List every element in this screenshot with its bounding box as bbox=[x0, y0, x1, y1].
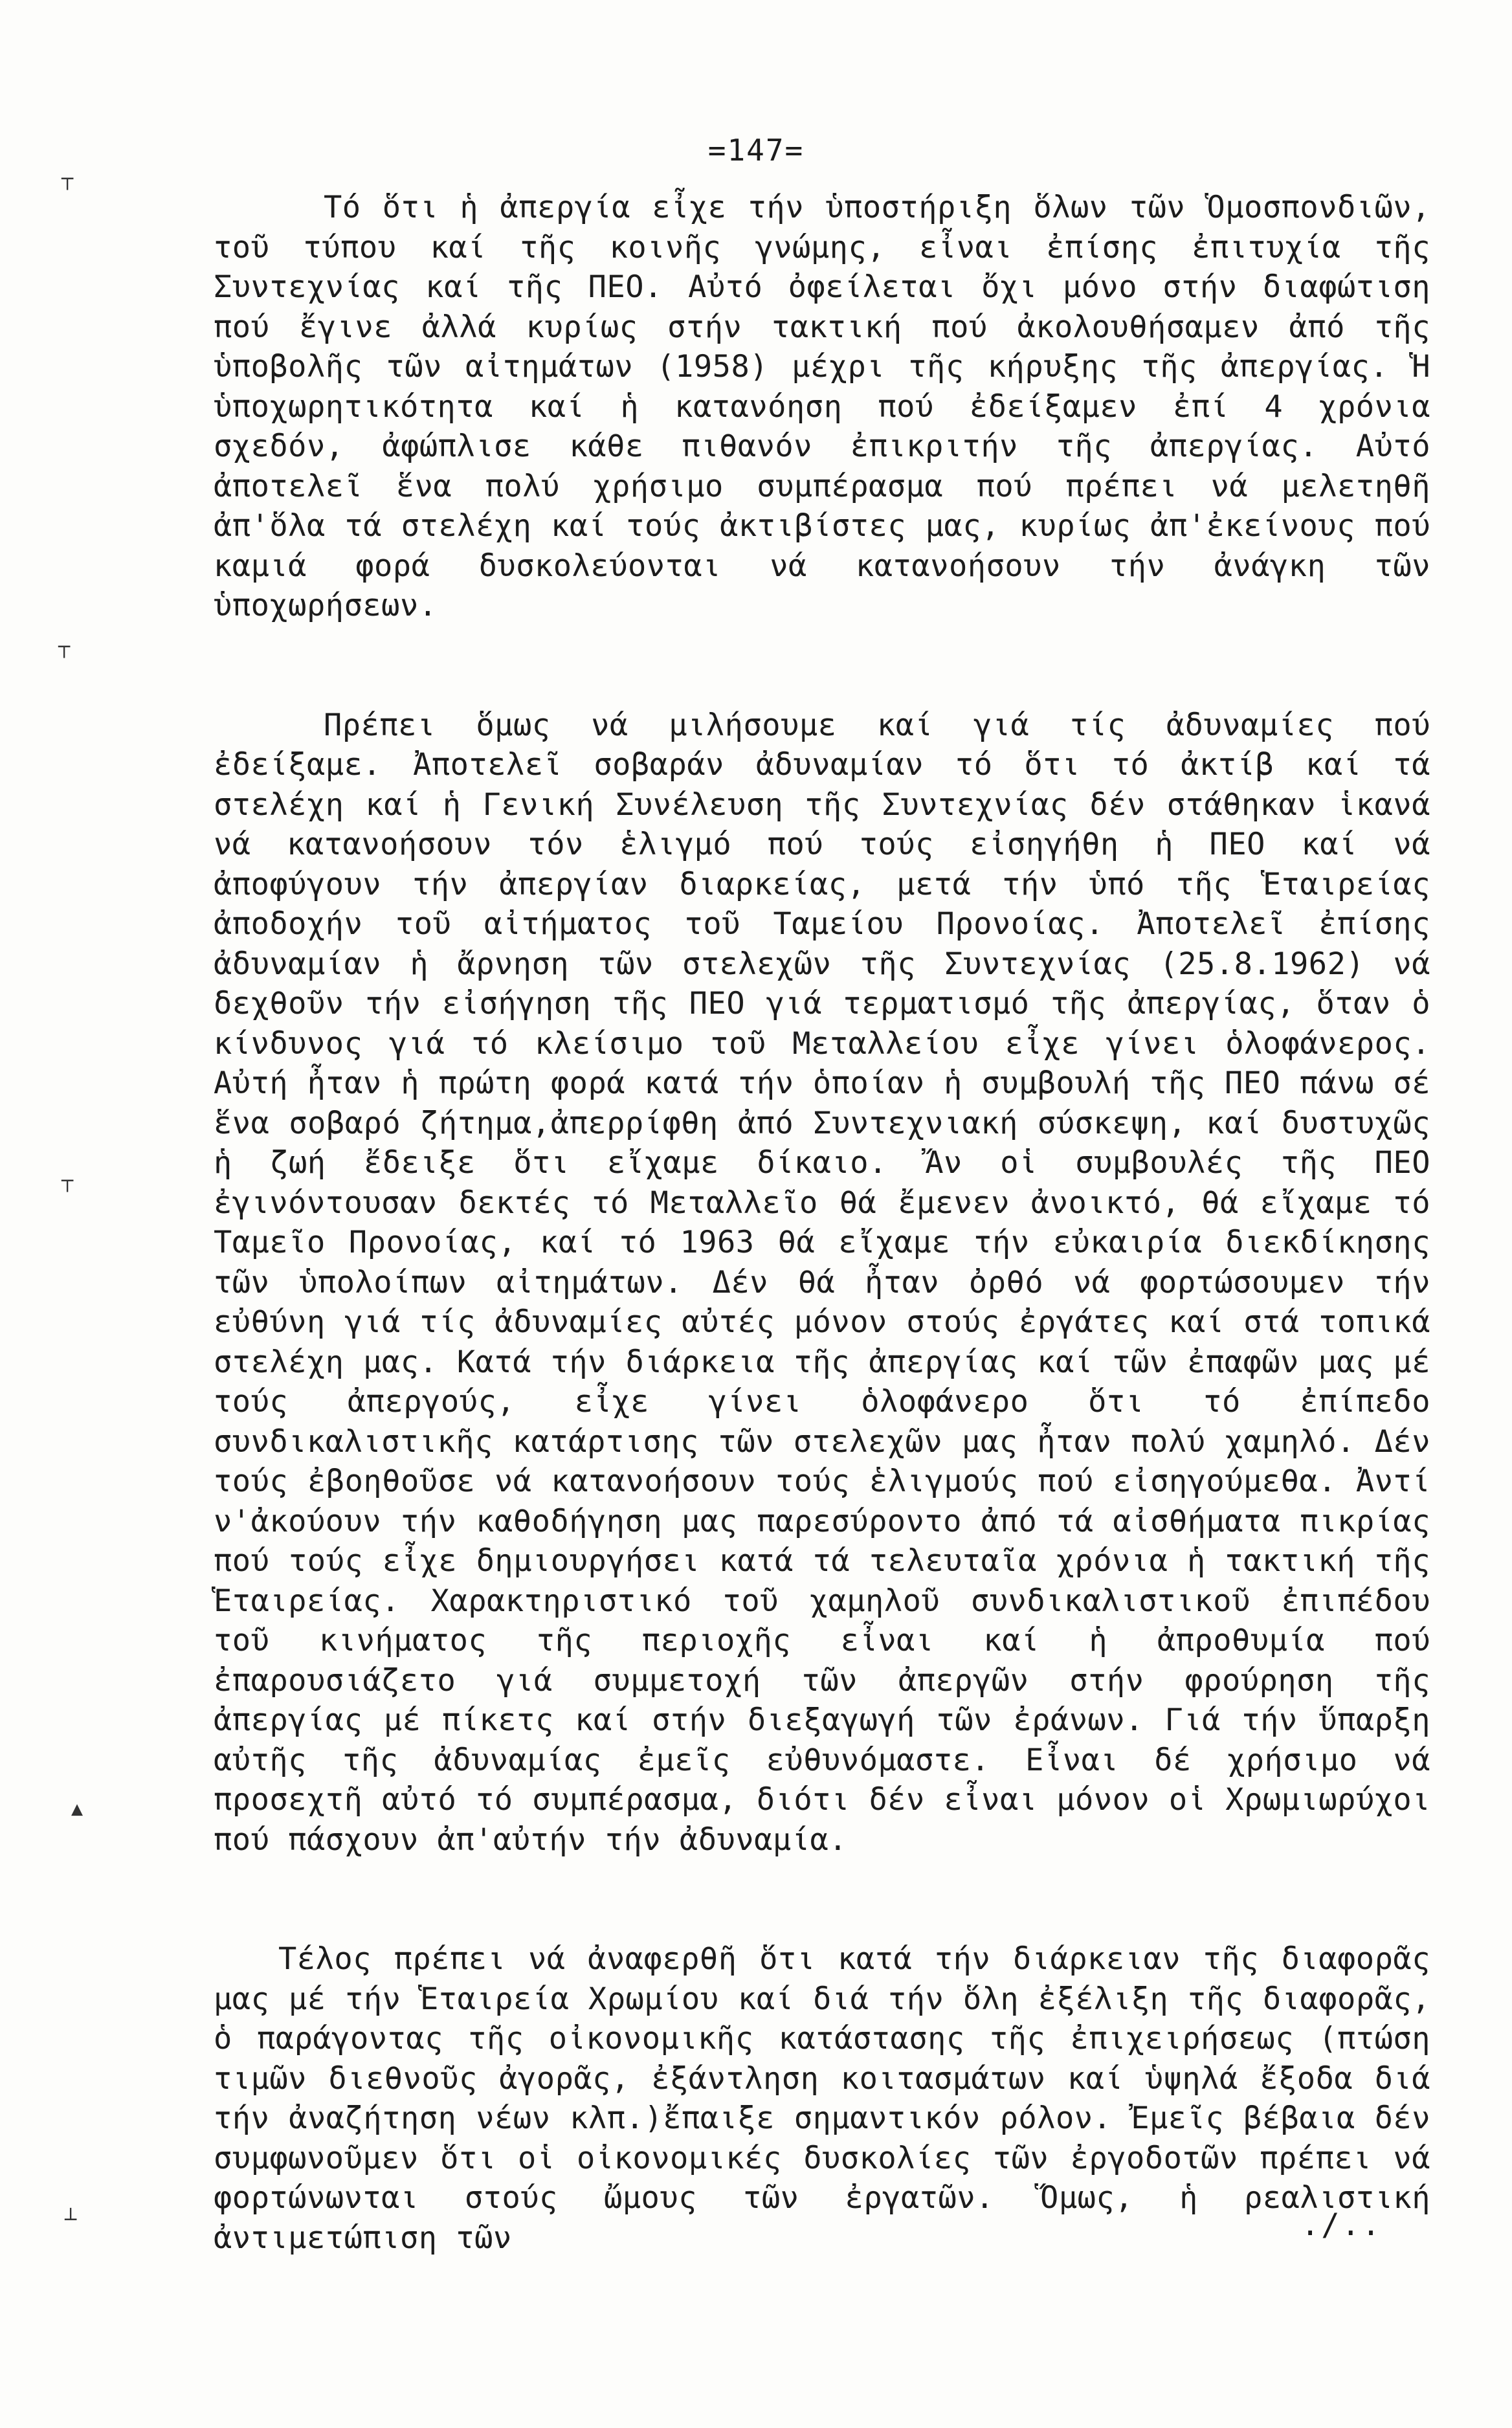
margin-mark: ┴ bbox=[65, 2209, 77, 2231]
paragraph: Τό ὅτι ἡ ἀπεργία εἶχε τήν ὑποστήριξη ὅλων τῶν Ὁμοσπονδιῶν, τοῦ τύπου καί τῆς κοινῆς γνώμης, εἶναι ἐπίσης ἐπιτυχία τῆς Συντεχνίας καί τῆς ΠΕΟ. Αὐτό ὀφείλεται ὄχι μόνο στήν διαφώτιση πού ἔγινε ἀλλά κυρίως στήν τακτική πού ἀκολουθήσαμεν ἀπό τῆς ὑποβολῆς τῶν αἰτημάτων (1958) μέχρι τῆς κήρυξης τῆς ἀπεργίας. Ἡ ὑποχωρητικότητα καί ἡ κατανόηση πού ἐδείξαμεν ἐπί 4 χρόνια σχεδόν, ἀφώπλισε κάθε πιθανόν ἐπικριτήν τῆς ἀπεργίας. Αὐτό ἀποτελεῖ ἕνα πολύ χρήσιμο συμπέρασμα πού πρέπει νά μελετηθῆ ἀπ'ὅλα τά στελέχη καί τούς ἀκτιβίστες μας, κυρίως ἀπ'ἐκείνους πού καμιά φορά δυσκολεύονται νά κατανοήσουν τήν ἀνάγκη τῶν ὑποχωρήσεων. bbox=[214, 190, 1430, 623]
document-body bbox=[214, 188, 1430, 2258]
paragraph: Πρέπει ὅμως νά μιλήσουμε καί γιά τίς ἀδυναμίες πού ἐδείξαμε. Ἀποτελεῖ σοβαράν ἀδυναμίαν τό ὅτι τό ἀκτίβ καί τά στελέχη καί ἡ Γενική Συνέλευση τῆς Συντεχνίας δέν στάθηκαν ἱκανά νά κατανοήσουν τόν ἑλιγμό πού τούς εἰσηγήθη ἡ ΠΕΟ καί νά ἀποφύγουν τήν ἀπεργίαν διαρκείας, μετά τήν ὑπό τῆς Ἑταιρείας ἀποδοχήν τοῦ αἰτήματος τοῦ Ταμείου Προνοίας. Ἀποτελεῖ ἐπίσης ἀδυναμίαν ἡ ἄρνηση τῶν στελεχῶν τῆς Συντεχνίας (25.8.1962) νά δεχθοῦν τήν εἰσήγηση τῆς ΠΕΟ γιά τερματισμό τῆς ἀπεργίας, ὅταν ὁ κίνδυνος γιά τό κλείσιμο τοῦ Μεταλλείου εἶχε γίνει ὁλοφάνερος. Αὐτή ἦταν ἡ πρώτη φορά κατά τήν ὁποίαν ἡ συμβουλή τῆς ΠΕΟ πάνω σέ ἕνα σοβαρό ζήτημα,ἀπερρίφθη ἀπό Συντεχνιακή σύσκεψη, καί δυστυχῶς ἡ ζωή ἔδειξε ὅτι εἴχαμε δίκαιο. Ἄν οἱ συμβουλές τῆς ΠΕΟ ἐγινόντουσαν δεκτές τό Μεταλλεῖο θά ἔμενεν ἀνοικτό, θά εἴχαμε τό Ταμεῖο Προνοίας, καί τό 1963 θά εἴχαμε τήν εὐκαιρία διεκδίκησης τῶν ὑπολοίπων αἰτημάτων. Δέν θά ἦταν ὀρθό νά φορτώσουμεν τήν εὐθύνη γιά τίς ἀδυναμίες αὐτές μόνον στούς ἐργάτες καί στά τοπικά στελέχη μας. Κατά τήν διάρκεια τῆς ἀπεργίας καί τῶν ἐπαφῶν μας μέ τούς ἀπεργούς, εἶχε γίνει ὁλοφάνερο ὅτι τό ἐπίπεδο συνδικαλιστικῆς κατάρτισης τῶν στελεχῶν μας ἦταν πολύ χαμηλό. Δέν τούς ἐβοηθοῦσε νά κατανοήσουν τούς ἑλιγμούς πού εἰσηγούμεθα. Ἀντί ν'ἀκούουν τήν καθοδήγηση μας παρεσύροντο ἀπό τά αἰσθήματα πικρίας πού τούς εἶχε δημιουργήσει κατά τά τελευταῖα χρόνια ἡ τακτική τῆς Ἑταιρείας. Χαρακτηριστικό τοῦ χαμηλοῦ συνδικαλιστικοῦ ἐπιπέδου τοῦ κινήματος τῆς περιοχῆς εἶναι καί ἡ ἀπροθυμία πού ἐπαρουσιάζετο γιά συμμετοχή τῶν ἀπεργῶν στήν φρούρηση τῆς ἀπεργίας μέ πίκετς καί στήν διεξαγωγή τῶν ἐράνων. Γιά τήν ὕπαρξη αὐτῆς τῆς ἀδυναμίας ἐμεῖς εὐθυνόμαστε. Εἶναι δέ χρήσιμο νά προσεχτῆ αὐτό τό συμπέρασμα, διότι δέν εἶναι μόνον οἱ Χρωμιωρύχοι πού πάσχουν ἀπ'αὐτήν τήν ἀδυναμία. bbox=[214, 707, 1430, 1858]
continuation-mark: ./.. bbox=[1301, 2207, 1383, 2243]
margin-mark: ┬ bbox=[61, 1170, 74, 1192]
paragraph: Τέλος πρέπει νά ἀναφερθῆ ὅτι κατά τήν διάρκειαν τῆς διαφορᾶς μας μέ τήν Ἑταιρεία Χρωμίου καί διά τήν ὅλη ἐξέλιξη τῆς διαφορᾶς, ὁ παράγοντας τῆς οἰκονομικῆς κατάστασης τῆς ἐπιχειρήσεως (πτώση τιμῶν διεθνοῦς ἀγορᾶς, ἐξάντληση κοιτασμάτων καί ὑψηλά ἔξοδα διά τήν ἀναζήτηση νέων κλπ.)ἔπαιξε σημαντικόν ρόλον. Ἐμεῖς βέβαια δέν συμφωνοῦμεν ὅτι οἱ οἰκονομικές δυσκολίες τῶν ἐργοδοτῶν πρέπει νά φορτώνωνται στούς ὤμους τῶν ἐργατῶν. Ὅμως, ἡ ρεαλιστική ἀντιμετώπιση τῶν bbox=[214, 1941, 1430, 2256]
margin-mark: ▲ bbox=[71, 1798, 83, 1820]
margin-mark: ┬ bbox=[61, 168, 74, 190]
margin-mark: ┬ bbox=[58, 636, 71, 658]
page-number: =147= bbox=[707, 133, 805, 168]
